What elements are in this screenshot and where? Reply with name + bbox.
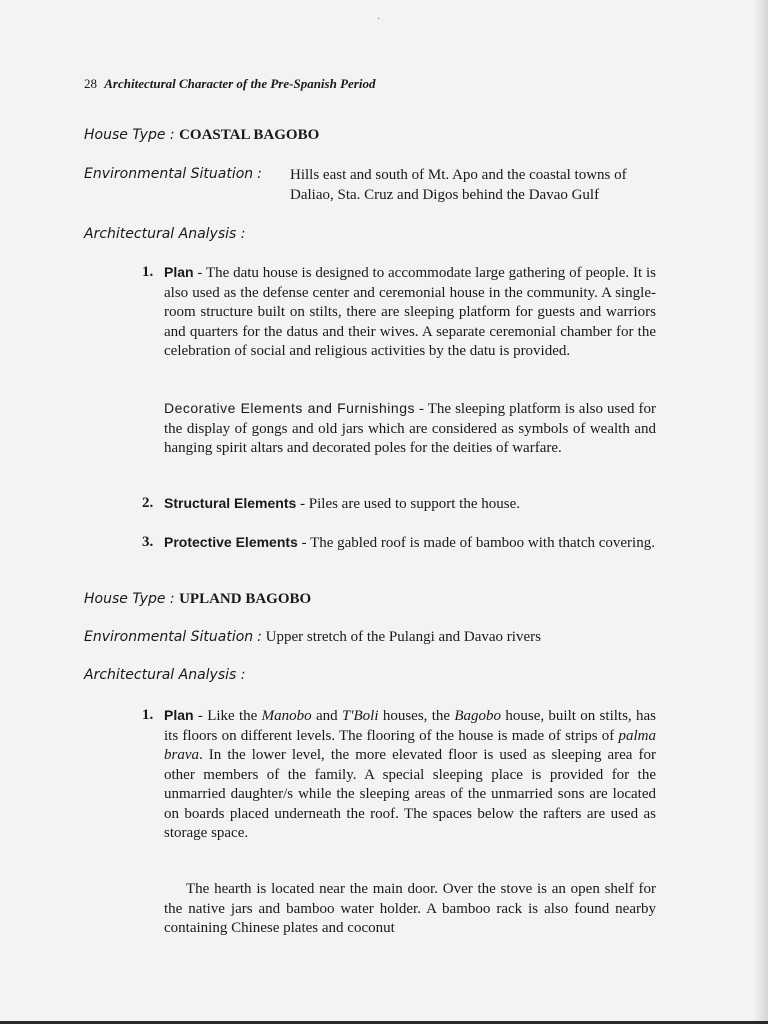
page-edge-shadow [754, 0, 768, 1024]
house-type-value: UPLAND BAGOBO [179, 591, 312, 607]
decor-label: Decorative Elements and Furnishings [164, 400, 415, 416]
env-value: Upper stretch of the Pulangi and Davao rivers [265, 629, 541, 645]
upland-plan-paragraph [164, 706, 656, 844]
plan-label: Plan [164, 264, 194, 280]
plan-text: - The datu house is designed to accommodate large gathering of people. It is also used as the defense center and ceremonial house in the community. A single-room structure built on stilts, there are sleeping platform for guests and warriors and quarters for the datus and their wives. A separate ceremonial chamber for the celebration of social and religious activities by the datu is provided. [164, 265, 656, 359]
coastal-env-label-row: Environmental Situation : [84, 166, 262, 182]
env-label: Environmental Situation [84, 166, 254, 182]
coastal-house-type: House Type : COASTAL BAGOBO [84, 127, 320, 143]
plan-italic-manobo: Manobo [261, 708, 312, 724]
coastal-analysis-label [84, 226, 245, 243]
upland-house-type: House Type : UPLAND BAGOBO [84, 591, 312, 607]
coastal-plan-number: 1. [142, 264, 154, 280]
coastal-protect-paragraph [164, 533, 656, 554]
plan-label: Plan [164, 707, 194, 723]
running-header [84, 76, 375, 92]
decor-text: - The sleeping platform is also used for the display of gongs and old jars which are considered as symbols of wealth and hanging spirit altars and decorated poles for the deities of warfare. [164, 401, 656, 456]
house-type-label: House Type [84, 127, 166, 143]
house-type-label: House Type [84, 591, 166, 607]
coastal-struct-paragraph [164, 494, 656, 515]
plan-text-3: houses, the [378, 708, 455, 724]
plan-text-4: house, built on stilts, has its floors on different levels. The flooring of the house is made of strips of [164, 708, 656, 744]
upland-hearth-paragraph: The hearth is located near the main door. Over the stove is an open shelf for the native jars and bamboo water holder. A bamboo rack is also found nearby containing Chinese plates and coconut [164, 881, 656, 936]
coastal-env-value: Hills east and south of Mt. Apo and the coastal towns of Daliao, Sta. Cruz and Digos behind the Davao Gulf [290, 167, 627, 203]
coastal-protect-number: 3. [142, 534, 154, 550]
analysis-label: Architectural Analysis : [84, 226, 246, 242]
struct-text: - Piles are used to support the house. [296, 496, 520, 512]
coastal-struct-number: 2. [142, 495, 154, 511]
plan-text-1: - Like the [193, 708, 262, 724]
plan-italic-palma-brava: palma brava [164, 727, 656, 763]
plan-text-2: and [311, 708, 342, 724]
house-type-value: COASTAL BAGOBO [179, 127, 320, 143]
plan-italic-bagobo: Bagobo [454, 708, 502, 724]
coastal-plan-paragraph [164, 263, 656, 362]
analysis-label: Architectural Analysis : [84, 667, 246, 683]
coastal-decor-paragraph [164, 399, 656, 459]
struct-label: Structural Elements [164, 495, 297, 511]
plan-text-5: . In the lower level, the more elevated floor is used as sleeping area for other members of the family. A special sleeping place is provided for the unmarried daughter/s while the sleeping areas of the unmarried sons are located on boards placed underneath the roof. The spaces below the rafters are used as storage space. [164, 747, 656, 841]
upland-analysis-label [84, 667, 245, 684]
running-title: Architectural Character of the Pre-Spanish Period [104, 76, 376, 91]
env-label: Environmental Situation [84, 629, 254, 645]
upland-plan-number: 1. [142, 707, 154, 723]
plan-italic-tboli: T'Boli [341, 708, 379, 724]
upland-env-row: Environmental Situation : Upper stretch of the Pulangi and Davao rivers [84, 629, 541, 645]
protect-text: - The gabled roof is made of bamboo with thatch covering. [297, 535, 655, 551]
protect-label: Protective Elements [164, 534, 298, 550]
page-number: 28 [84, 76, 97, 91]
scan-speck: · [377, 14, 381, 25]
